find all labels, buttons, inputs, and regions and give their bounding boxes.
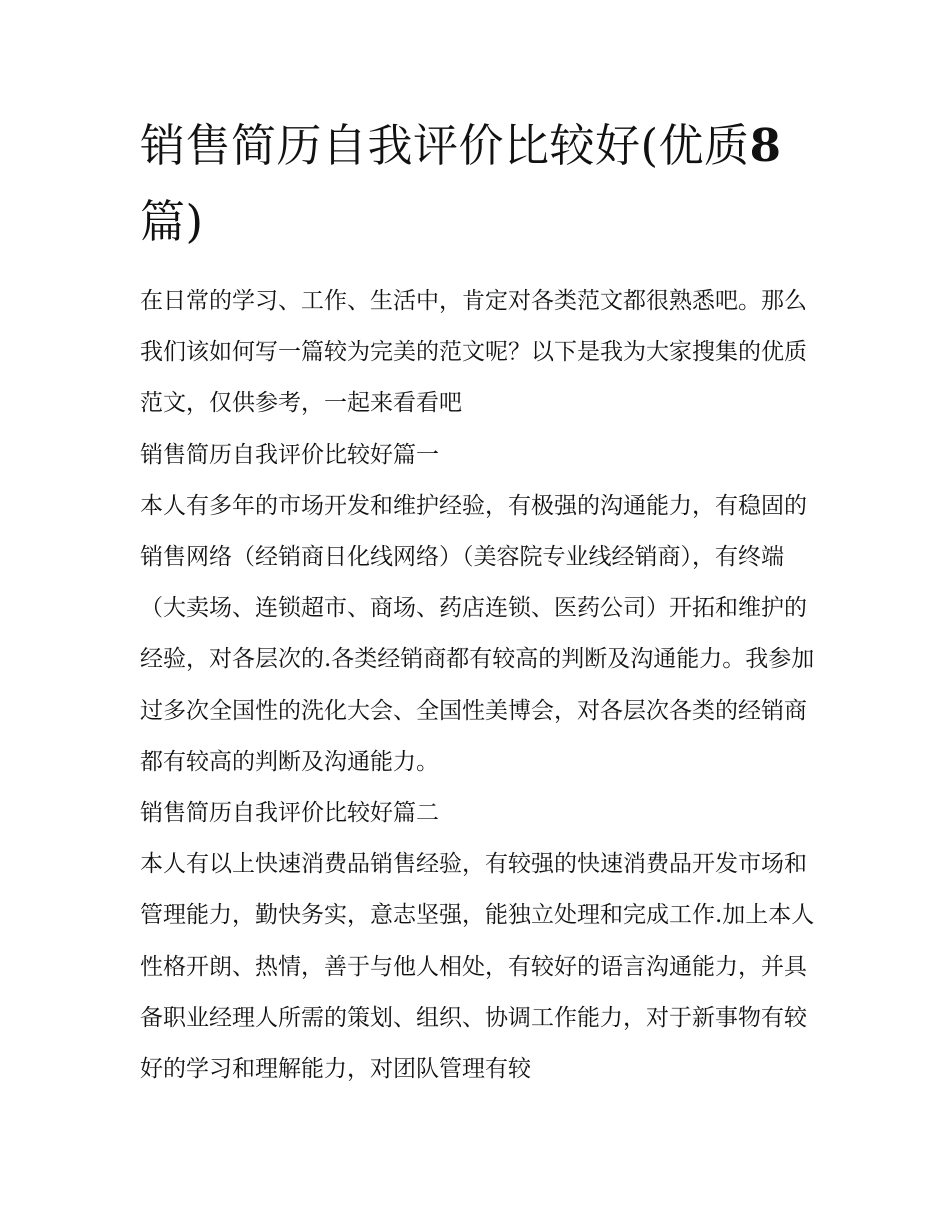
title-number: 8 bbox=[749, 119, 782, 172]
section-heading-1: 销售简历自我评价比较好篇一 bbox=[140, 441, 439, 468]
document-title bbox=[140, 108, 820, 260]
title-main: 销售简历自我评价比较好(优质 bbox=[140, 119, 750, 172]
title-tail: 篇) bbox=[140, 195, 204, 248]
section-paragraph-1: 本人有多年的市场开发和维护经验，有极强的沟通能力，有稳固的销售网络（经销商日化线网络）（美容院专业线经销商），有终端（大卖场、连锁超市、商场、药店连锁、医药公司）开拓和维护的经验，对各层次的.各类经销商都有较高的判断及沟通能力。我参加过多次全国性的洗化大会、全国性美博会，对各层次各类的经销商都有较高的判断及沟通能力。 bbox=[140, 492, 815, 775]
intro-paragraph: 在日常的学习、工作、生活中，肯定对各类范文都很熟悉吧。那么我们该如何写一篇较为完美的范文呢？以下是我为大家搜集的优质范文，仅供参考，一起来看看吧 bbox=[140, 288, 807, 417]
section-paragraph-2: 本人有以上快速消费品销售经验，有较强的快速消费品开发市场和管理能力，勤快务实，意志坚强，能独立处理和完成工作.加上本人性格开朗、热情，善于与他人相处，有较好的语言沟通能力，并具备职业经理人所需的策划、组织、协调工作能力，对于新事物有较好的学习和理解能力，对团队管理有较 bbox=[140, 851, 815, 1083]
document-body bbox=[140, 276, 820, 1095]
section-heading-2: 销售简历自我评价比较好篇二 bbox=[140, 800, 439, 827]
